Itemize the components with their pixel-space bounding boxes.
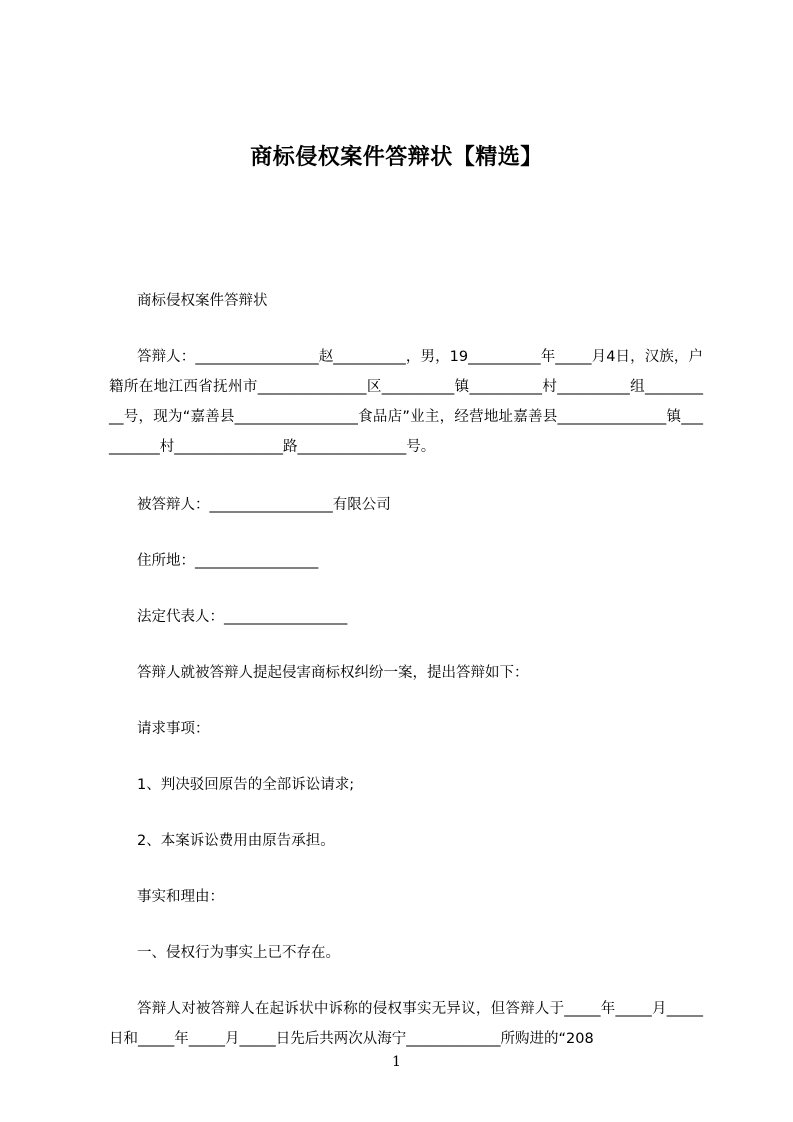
body-heading: 商标侵权案件答辩状 [137,293,268,309]
request-heading: 请求事项： [137,721,210,737]
facts-heading: 事实和理由： [137,889,224,905]
document-title: 商标侵权案件答辩状【精选】 [250,145,543,170]
legal-representative-line: 法定代表人：_________________ [137,609,348,625]
document-body [109,286,703,1082]
respondent-info-paragraph: 答辩人：_________________赵__________，男，19__________年_____月4日，汉族，户籍所在地江西省抚州市_______________区__________镇__________村__________组__________号，现为“嘉善县_________________食品店”业主，经营地址嘉善县_______________镇__________村_______________路_______________号。 [109,349,703,455]
claimant-line: 被答辩人：_________________有限公司 [137,497,391,513]
intro-paragraph: 答辩人就被答辩人提起侵害商标权纠纷一案，提出答辩如下： [137,665,529,681]
request-item-2: 2、本案诉讼费用由原告承担。 [137,833,335,849]
reason-1-heading: 一、侵权行为事实上已不存在。 [137,945,340,961]
address-line: 住所地：_________________ [137,553,319,569]
request-item-1: 1、判决驳回原告的全部诉讼请求; [137,777,355,793]
reason-1-paragraph: 答辩人对被答辩人在起诉状中诉称的侵权事实无异议，但答辩人于_____年_____月_____日和_____年_____月_____日先后共两次从海宁_____________所购进的“208 [109,1001,703,1047]
page-number: 1 [392,1054,401,1070]
